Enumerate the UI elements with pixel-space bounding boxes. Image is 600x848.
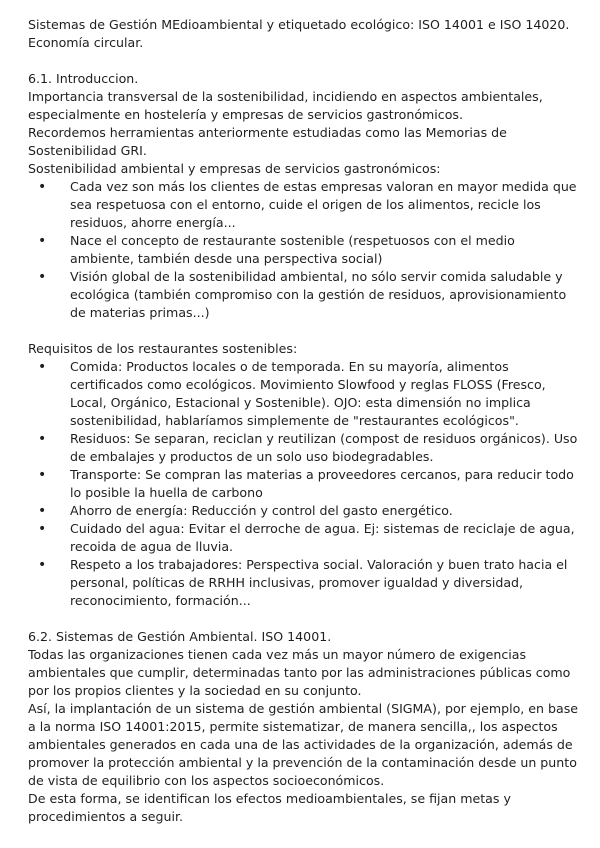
bullet-item: • Transporte: Se compran las materias a proveedores cercanos, para reducir todo lo posible la huella de carbono [28, 466, 582, 502]
document-title-line-1: Sistemas de Gestión MEdioambiental y etiquetado ecológico: ISO 14001 e ISO 14020. [28, 17, 570, 32]
document-title-line-2: Economía circular. [28, 35, 144, 50]
section-1-paragraph-3: Sostenibilidad ambiental y empresas de servicios gastronómicos: [28, 161, 441, 176]
section-2-heading: 6.2. Sistemas de Gestión Ambiental. ISO 14001. [28, 629, 332, 644]
bullet-item: • Visión global de la sostenibilidad ambiental, no sólo servir comida saludable y ecológica (también compromiso con la gestión de residuos, aprovisionamiento de materias primas...) [28, 268, 582, 322]
section-2-paragraph-2: Así, la implantación de un sistema de gestión ambiental (SIGMA), por ejemplo, en base a la norma ISO 14001:2015, permite sistematizar, de manera sencilla,, los aspectos ambientales generados en cada una de las actividades de la organización, además de promover la protección ambiental y la prevención de la contaminación desde un punto de vista de equilibrio con los aspectos socioeconómicos. [28, 701, 579, 788]
bullet-item: • Comida: Productos locales o de temporada. En su mayoría, alimentos certificados como ecológicos. Movimiento Slowfood y reglas FLOSS (Fresco, Local, Orgánico, Estacional y Sostenible). OJO: esta dimensión no implica sostenibilidad, hablaríamos simplemente de "restaurantes ecológicos". [28, 358, 582, 430]
section-1-heading: 6.1. Introduccion. [28, 71, 139, 86]
section-1-bullet-list [28, 178, 582, 322]
bullet-item: • Ahorro de energía: Reducción y control del gasto energético. [28, 502, 582, 520]
bullet-item: • Residuos: Se separan, reciclan y reutilizan (compost de residuos orgánicos). Uso de embalajes y productos de un solo uso biodegradables. [28, 430, 582, 466]
bullet-item: • Cuidado del agua: Evitar el derroche de agua. Ej: sistemas de reciclaje de agua, recoida de agua de lluvia. [28, 520, 582, 556]
section-2-paragraph-1: Todas las organizaciones tienen cada vez más un mayor número de exigencias ambientales que cumplir, determinadas tanto por las administraciones públicas como por los propios clientes y la sociedad en su conjunto. [28, 647, 571, 698]
spacer [28, 610, 582, 628]
requirements-bullet-list [28, 358, 582, 610]
bullet-item: • Cada vez son más los clientes de estas empresas valoran en mayor medida que sea respetuosa con el entorno, cuide el origen de los alimentos, recicle los residuos, ahorre energía... [28, 178, 582, 232]
spacer [28, 322, 582, 340]
requirements-heading: Requisitos de los restaurantes sostenibles: [28, 341, 298, 356]
spacer [28, 52, 582, 70]
section-1-paragraph-2: Recordemos herramientas anteriormente estudiadas como las Memorias de Sostenibilidad GRI. [28, 125, 507, 158]
section-2-paragraph-3: De esta forma, se identifican los efectos medioambientales, se fijan metas y procedimientos a seguir. [28, 791, 511, 824]
bullet-item: • Nace el concepto de restaurante sostenible (respetuosos con el medio ambiente, también desde una perspectiva social) [28, 232, 582, 268]
section-1-paragraph-1: Importancia transversal de la sostenibilidad, incidiendo en aspectos ambientales, especialmente en hostelería y empresas de servicios gastronómicos. [28, 89, 543, 122]
bullet-item: • Respeto a los trabajadores: Perspectiva social. Valoración y buen trato hacia el personal, políticas de RRHH inclusivas, promover igualdad y diversidad, reconocimiento, formación... [28, 556, 582, 610]
